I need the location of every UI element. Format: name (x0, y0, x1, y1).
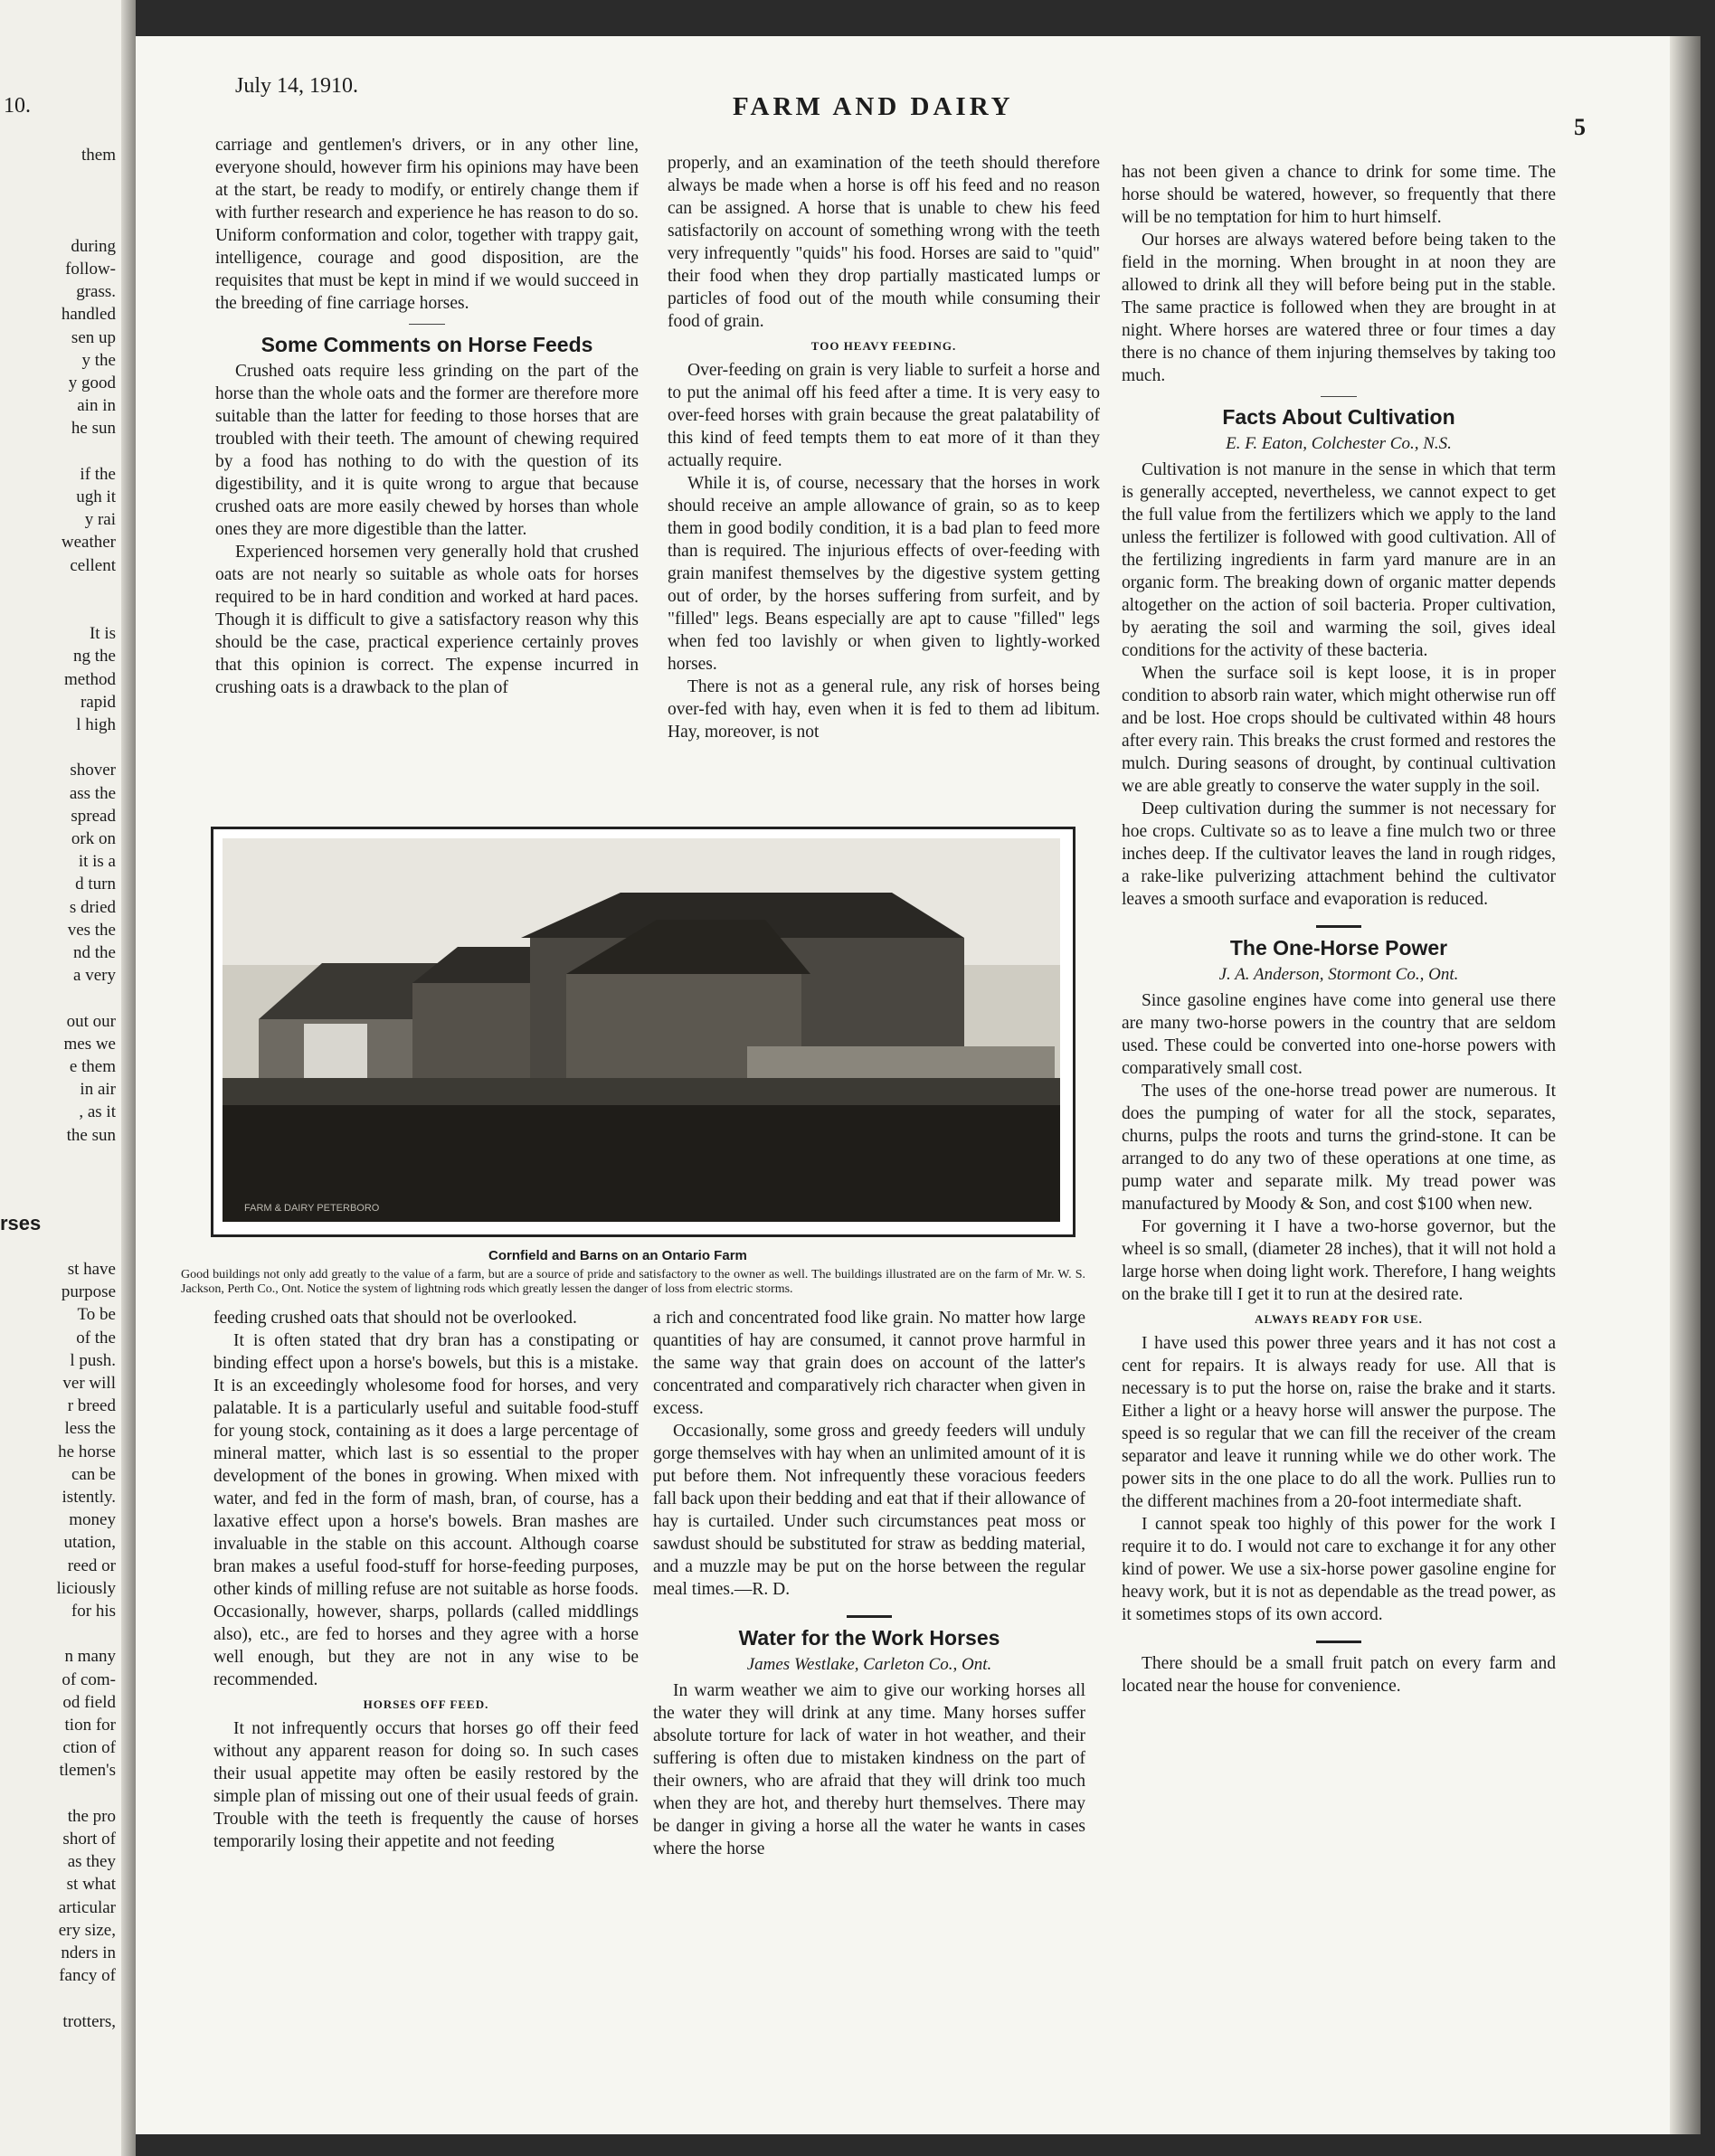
prev-page-line-fragment: ery size, (58, 1920, 116, 1940)
paragraph: Crushed oats require less grinding on the part of the horse than the whole oats and the former are therefore more suitable than the latter for feeding to those horses that are troubled with their teeth. The amount of chewing required by a food has nothing to do with the question of its digestibility, and it is quite wrong to argue that because crushed oats are more easily chewed by horses than whole ones they are more digestible than the latter. (215, 362, 639, 539)
prev-page-line-fragment: ves the (67, 920, 116, 940)
paragraph: In warm weather we aim to give our working horses all the water they will drink at any time. Many horses suffer absolute torture for lack of water in hot weather, and their suffering is often due to mistaken kindness on the part of their owners, who are afraid that they will drink too much when they are hot, and thereby hurt themselves. There may be danger in giving a horse all the water he wants in cases where the horse (653, 1681, 1085, 1858)
prev-page-line-fragment: weather (61, 533, 116, 553)
prev-page-line-fragment: nders in (61, 1943, 116, 1962)
section-divider (1321, 396, 1357, 397)
prev-page-line-fragment: d turn (75, 875, 116, 894)
prev-page-line-fragment: trotters, (62, 2011, 116, 2031)
column-1-bottom (213, 1307, 639, 1853)
prev-page-line-fragment: od field (62, 1692, 116, 1712)
prev-page-line-fragment: a very (73, 966, 116, 986)
prev-page-line-fragment: rapid (80, 692, 116, 712)
prev-page-line-fragment: the pro (67, 1806, 116, 1826)
prev-page-line-fragment: he sun (71, 419, 116, 439)
prev-page-line-fragment: can be (71, 1464, 116, 1484)
prev-page-line-fragment: It is (89, 624, 116, 644)
figure-caption-title: Cornfield and Barns on an Ontario Farm (488, 1248, 747, 1263)
section-divider (847, 1615, 892, 1618)
article-heading-one-horse-power: The One-Horse Power (1229, 936, 1448, 960)
prev-page-line-fragment: l push. (70, 1350, 116, 1370)
paragraph: a rich and concentrated food like grain. No matter how large quantities of hay are consumed, it cannot prove harmful in the same way that grain does on account of the latter's concentrated and comparatively rich character when given in excess. (653, 1309, 1085, 1418)
paragraph: While it is, of course, necessary that the horses in work should receive an ample allowance of grain, so as to keep them in good bodily condition, it is a bad plan to feed more than is required. The injurious effects of over-feeding with grain manifest themselves by the digestive system getting out of order, by the horses suffering from surfeit, and by "filled" legs. Beans especially are apt to cause "filled" legs when fed too lavishly or when given to lightly-worked horses. (668, 474, 1100, 674)
prev-page-line-fragment: reed or (67, 1556, 116, 1575)
paragraph: Deep cultivation during the summer is not necessary for hoe crops. Cultivate so as to leave a fine mulch two or three inches deep. If the cultivator leaves the land in rough ridges, a rake-like pulverizing attachment behind the cultivator leaves a smooth surface and evaporation is reduced. (1122, 799, 1556, 909)
prev-page-line-fragment: mes we (63, 1034, 116, 1054)
paragraph: There should be a small fruit patch on every farm and located near the house for convenience. (1122, 1654, 1556, 1696)
prev-page-line-fragment: ass the (69, 783, 116, 803)
prev-page-line-fragment: utation, (63, 1533, 116, 1553)
prev-page-line-fragment: in air (80, 1080, 116, 1100)
carriage-horse-text: carriage and gentlemen's drivers, or in any other line, everyone should, however firm his opinions may have been at the start, be ready to modify, or entirely change them if with further research and experience he has reason to do so. Uniform conformation and color, together with trappy gait, intelligence, courage and good disposition, are the requisites that must be kept in mind if we would succeed in the breeding of fine carriage horses. (215, 136, 639, 313)
paragraph: Over-feeding on grain is very liable to surfeit a horse and to put the animal off his feed after a time. It is very easy to over-feed horses with grain because the great palatability of this kind of feed tempts them to eat more of it than they actually require. (668, 361, 1100, 470)
prev-page-line-fragment: if the (80, 464, 116, 484)
prev-page-line-fragment: of the (76, 1328, 116, 1348)
prev-page-line-fragment: , as it (79, 1102, 116, 1122)
photo-credit: FARM & DAIRY PETERBORO (244, 1203, 380, 1214)
newspaper-page (136, 36, 1701, 2134)
prev-page-line-fragment: istently. (62, 1488, 116, 1507)
paragraph: Since gasoline engines have come into general use there are many two-horse powers in the country that are seldom used. These could be converted into one-horse powers with comparatively small cost. (1122, 991, 1556, 1078)
paragraph: Cultivation is not manure in the sense in which that term is generally accepted, nevertheless, we cannot expect to get the full value from the fertilizers which we apply to the land unless the fertilizer is followed with good cultivation. All of the fertilizing ingredients in farm yard manure are in an organic form. The breaking down of organic matter depends altogether on the action of soil bacteria. Proper cultivation, by aerating the soil and warming the soil, gives ideal conditions for the activity of these bacteria. (1122, 460, 1556, 660)
masthead-title: FARM AND DAIRY (733, 92, 1014, 121)
prev-page-line-fragment: st what (66, 1875, 116, 1895)
byline: E. F. Eaton, Colchester Co., N.S. (1226, 434, 1452, 453)
page-number: 5 (1574, 114, 1586, 140)
binding-gutter (121, 0, 136, 2156)
column-2-bottom (653, 1307, 1085, 1860)
paragraph: When the surface soil is kept loose, it is in proper condition to absorb rain water, which might otherwise run off and be lost. Hoe crops should be cultivated within 48 hours after every rain. This breaks the crust formed and restores the mulch. During seasons of drought, by continual cultivation we are able greatly to conserve the water supply in the soil. (1122, 664, 1556, 796)
prev-page-line-fragment: fancy of (59, 1966, 116, 1986)
prev-page-line-fragment: y rai (84, 510, 116, 530)
paragraph: Our horses are always watered before being taken to the field in the morning. When brought in at noon they are allowed to drink all they will before being put in the stable. The same practice is followed when they are brought in at night. Where horses are watered three or four times a day there is no chance of them injuring themselves by taking too much. (1122, 231, 1556, 385)
prev-page-line-fragment: less the (64, 1419, 116, 1439)
paragraph: has not been given a chance to drink for some time. The horse should be watered, however, so frequently that there will be no temptation for him to hurt himself. (1122, 163, 1556, 227)
subhead-too-heavy-feeding: TOO HEAVY FEEDING. (810, 339, 957, 353)
paragraph: It is often stated that dry bran has a constipating or binding effect upon a horse's bowels, but this is a mistake. It is an exceedingly wholesome food for horses, and very palatable. It is a particularly useful and suitable food-stuff for young stock, containing as it does a large percentage of mineral matter, which last is so essential to the proper development of the bones in growing. When mixed with water, and fed in the form of mash, bran, of course, has a laxative effect upon a horse's bowels. Bran mashes are invaluable in the stable on this account. Although coarse bran makes a useful food-stuff for horse-feeding purposes, other kinds of milling refuse are not suitable as horse foods. Occasionally, however, sharps, pollards (called middlings also), etc., are fed to horses and they agree with a horse well enough, but they are not in any wise to be recommended. (213, 1331, 639, 1689)
paragraph: Occasionally, some gross and greedy feeders will unduly gorge themselves with hay when an unlimited amount of it is put before them. Not infrequently these voracious feeders fall back upon their bedding and eat that if their allowance of hay is curtailed. Under such circumstances peat moss or sawdust should be substituted for straw as bedding material, and a muzzle may be put on the horse between the regular meal times.—R. D. (653, 1422, 1085, 1599)
column-3 (1122, 161, 1556, 1697)
prev-page-line-fragment: as they (67, 1852, 116, 1872)
byline: J. A. Anderson, Stormont Co., Ont. (1218, 965, 1459, 984)
prev-page-line-fragment: method (64, 669, 116, 689)
prev-page-line-fragment: he horse (58, 1442, 116, 1461)
prev-page-line-fragment: s dried (69, 897, 116, 917)
article-heading-cultivation: Facts About Cultivation (1222, 405, 1455, 429)
column-1-top (215, 134, 639, 699)
section-divider (1316, 925, 1361, 928)
prev-page-line-fragment: liciously (56, 1578, 116, 1598)
paragraph: There is not as a general rule, any risk of horses being over-fed with hay, even when it is fed to them ad libitum. Hay, moreover, is not (668, 677, 1100, 742)
prev-page-line-fragment: r breed (67, 1396, 116, 1416)
paragraph: The uses of the one-horse tread power are numerous. It does the pumping of water for all the stock, separates, churns, pulps the roots and turns the grind-stone. It can be arranged to do any two of these operations at one time, as pump water and separate milk. My tread power was manufactured by Moody & Son, and cost $100 when new. (1122, 1082, 1556, 1214)
byline: James Westlake, Carleton Co., Ont. (746, 1655, 992, 1674)
prev-page-line-fragment: ork on (71, 829, 116, 848)
prev-page-line-fragment: money (69, 1510, 116, 1530)
prev-page-line-fragment: short of (62, 1830, 116, 1849)
subhead-horses-off-feed: HORSES OFF FEED. (363, 1697, 489, 1711)
prev-page-line-fragment: sen up (71, 327, 116, 347)
prev-page-line-fragment: To be (77, 1305, 116, 1325)
previous-page-edge (0, 0, 136, 2156)
prev-page-line-fragment: it is a (78, 852, 116, 872)
paragraph: I have used this power three years and it has not cost a cent for repairs. It is always ready for use. All that is necessary is to put the horse on, raise the brake and it starts. Either a light or a heavy horse will answer the purpose. The speed is so regular that we can fill the receiver of the cream separator and leave it running while we do other work. The power sits in the one place to do all the work. Pullies run to the different machines from a 20-foot intermediate shaft. (1122, 1334, 1556, 1511)
prev-page-line-fragment: ng the (73, 647, 116, 667)
prev-page-line-fragment: ver will (62, 1374, 116, 1393)
prev-page-line-fragment: follow- (65, 260, 116, 279)
section-divider (409, 324, 445, 325)
prev-page-line-fragment: l high (76, 715, 116, 734)
prev-page-line-fragment: articular (58, 1897, 116, 1917)
prev-page-line-fragment: e them (69, 1057, 116, 1076)
prev-page-section-head: rses (0, 1212, 42, 1234)
section-divider (1316, 1641, 1361, 1643)
subhead-always-ready: ALWAYS READY FOR USE. (1255, 1312, 1423, 1326)
prev-page-line-fragment: ain in (77, 396, 116, 416)
figure-caption-body: Good buildings not only add greatly to the value of a farm, but are a source of pride and satisfactory to the owner as well. The buildings illustrated are on the farm of Mr. W. S. Jackson, Perth Co., Ont. Notice the system of lightning rods which greatly lessen the danger of loss from electric storms. (181, 1268, 1085, 1296)
issue-date: July 14, 1910. (235, 74, 359, 98)
page-right-edge (1670, 36, 1701, 2134)
prev-page-line-fragment: for his (71, 1602, 116, 1621)
paragraph: It not infrequently occurs that horses go off their feed without any apparent reason for doing so. In such cases their usual appetite may often be easily restored by the simple plan of missing out one of their usual feeds of grain. Trouble with the teeth is frequently the cause of horses temporarily losing their appetite and not feeding (213, 1719, 639, 1851)
farm-photograph-frame (211, 827, 1075, 1237)
paragraph: I cannot speak too highly of this power for the work I require it to do. I would not care to exchange it for any other kind of power. We use a six-horse power gasoline engine for heavy work, but it is not as dependable as the tread power, as it sometimes stops of its own accord. (1122, 1515, 1556, 1624)
prev-page-line-fragment: cellent (70, 555, 116, 575)
prev-page-line-fragment: grass. (76, 282, 116, 302)
prev-page-line-fragment: ction of (62, 1738, 116, 1758)
prev-page-line-fragment: shover (70, 761, 116, 780)
prev-page-line-fragment: y good (68, 374, 116, 392)
prev-page-line-fragment: nd the (73, 943, 116, 962)
prev-page-line-fragment: spread (71, 806, 116, 826)
prev-page-line-fragment: them (81, 146, 116, 165)
prev-page-line-fragment: tlemen's (59, 1761, 116, 1781)
paragraph: Experienced horsemen very generally hold that crushed oats are not nearly so suitable as whole oats for horses required to be in hard condition and worked at hard paces. Though it is difficult to give a satisfactory reason why this should be the case, practical experience certainly proves that this opinion is correct. The expense incurred in crushing oats is a drawback to the plan of (215, 543, 639, 697)
prev-page-line-fragment: tion for (64, 1716, 116, 1735)
prev-page-line-fragment: n many (64, 1647, 116, 1667)
prev-page-line-fragment: during (71, 236, 116, 256)
prev-page-line-fragment: handled (61, 305, 116, 325)
prev-page-line-fragment: ugh it (76, 487, 116, 506)
prev-page-line-fragment: purpose (61, 1282, 116, 1302)
article-heading-water: Water for the Work Horses (738, 1626, 1000, 1650)
prev-page-line-fragment: the sun (66, 1125, 116, 1145)
prev-page-line-fragment: out our (66, 1011, 116, 1031)
paragraph: feeding crushed oats that should not be overlooked. (213, 1309, 577, 1328)
article-heading-horse-feeds: Some Comments on Horse Feeds (261, 333, 593, 356)
prev-page-number: 10. (4, 94, 31, 118)
column-2-top (668, 152, 1100, 743)
barns-photograph (223, 838, 1060, 1222)
prev-page-line-fragment: y the (81, 350, 116, 370)
paragraph: properly, and an examination of the teeth should therefore always be made when a horse is off his feed and no reason can be assigned. A horse that is unable to chew his feed satisfactorily on account of something wrong with the teeth very infrequently "quids" his food. Horses are said to "quid" their food when they drop partially masticated lumps or particles of food out of the mouth while consuming their food of grain. (668, 154, 1100, 331)
paragraph: For governing it I have a two-horse governor, but the wheel is so small, (diameter 28 inches), that it will not hold a large horse when doing light work. Therefore, I hang weights on the brake till I get it to run at the desired rate. (1122, 1217, 1556, 1304)
prev-page-line-fragment: of com- (62, 1669, 116, 1689)
prev-page-line-fragment: st have (67, 1260, 116, 1279)
